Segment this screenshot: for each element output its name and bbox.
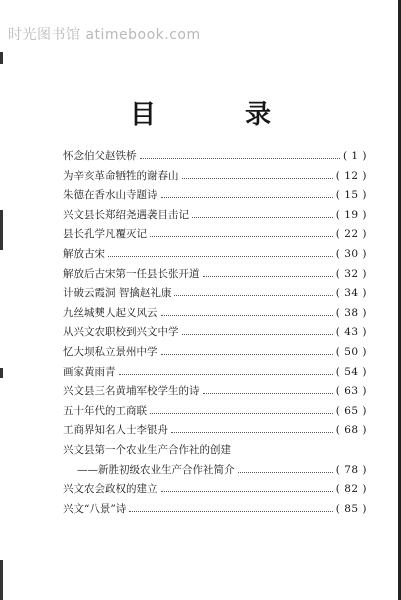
toc-entry[interactable] bbox=[63, 225, 367, 245]
toc-entry-title: 九丝城僰人起义风云 bbox=[63, 306, 158, 319]
toc-entry[interactable] bbox=[63, 343, 367, 363]
dot-leader bbox=[161, 197, 333, 198]
toc-entry-title: 兴文县长郑绍尧遇袭目击记 bbox=[63, 208, 189, 221]
dot-leader bbox=[119, 374, 333, 375]
dot-leader bbox=[140, 158, 340, 159]
toc-entry-page: ( 43 ) bbox=[335, 326, 367, 339]
dot-leader bbox=[174, 295, 332, 296]
toc-entry-title: 县长孔学凡覆灭记 bbox=[63, 228, 147, 241]
toc-entry-page: ( 12 ) bbox=[335, 169, 367, 182]
watermark-text: 时光图书馆 atimebook.com bbox=[8, 27, 201, 43]
toc-entry[interactable] bbox=[63, 480, 367, 500]
scan-edge-mark bbox=[0, 210, 3, 250]
toc-entry[interactable] bbox=[63, 304, 367, 324]
toc-entry-title: 解放后古宋第一任县长张开道 bbox=[63, 267, 200, 280]
dot-leader bbox=[129, 511, 333, 512]
page-title: 目 录 bbox=[129, 100, 312, 130]
toc-entry[interactable] bbox=[63, 421, 367, 441]
dot-leader bbox=[182, 334, 333, 335]
toc-entry[interactable] bbox=[63, 500, 367, 520]
scan-edge-mark bbox=[0, 560, 3, 600]
dot-leader bbox=[150, 236, 333, 237]
toc-entry[interactable] bbox=[63, 206, 367, 226]
toc-entry[interactable] bbox=[63, 284, 367, 304]
toc-entry-subtitle[interactable] bbox=[63, 461, 367, 481]
table-of-contents bbox=[63, 147, 367, 519]
toc-entry[interactable] bbox=[63, 441, 367, 461]
toc-entry-title: 兴文“八景”诗 bbox=[63, 502, 127, 515]
toc-entry[interactable] bbox=[63, 167, 367, 187]
dot-leader bbox=[161, 315, 333, 316]
toc-entry[interactable] bbox=[63, 147, 367, 167]
toc-entry[interactable] bbox=[63, 245, 367, 265]
dot-leader bbox=[161, 491, 333, 492]
toc-entry-page: ( 15 ) bbox=[335, 189, 367, 202]
toc-entry-title: 朱德在香水山寺题诗 bbox=[63, 189, 158, 202]
toc-entry-title: 怀念伯父赵铁桥 bbox=[63, 150, 137, 162]
toc-entry-title: 兴文县第一个农业生产合作社的创建 bbox=[63, 443, 231, 456]
toc-entry-title: 工商界知名人士李银舟 bbox=[63, 424, 168, 437]
toc-entry-page: ( 1 ) bbox=[342, 150, 367, 162]
toc-entry-page: ( 38 ) bbox=[335, 306, 367, 319]
toc-entry-title: 画家黄雨青 bbox=[63, 365, 116, 378]
toc-entry-page: ( 78 ) bbox=[335, 463, 367, 476]
toc-entry[interactable] bbox=[63, 382, 367, 402]
dot-leader bbox=[171, 432, 333, 433]
dot-leader bbox=[203, 276, 333, 277]
toc-entry-title: 为辛亥革命牺牲的谢春山 bbox=[63, 169, 179, 182]
toc-entry[interactable] bbox=[63, 265, 367, 285]
dot-leader bbox=[192, 217, 333, 218]
toc-entry-page: ( 63 ) bbox=[335, 385, 367, 398]
dot-leader bbox=[238, 472, 333, 473]
toc-entry-page: ( 65 ) bbox=[335, 404, 367, 417]
dot-leader bbox=[161, 354, 333, 355]
dot-leader bbox=[203, 393, 333, 394]
toc-entry-title: 兴文县三名黄埔军校学生的诗 bbox=[63, 385, 200, 398]
toc-entry-page: ( 30 ) bbox=[335, 247, 367, 260]
dot-leader bbox=[108, 256, 333, 257]
toc-entry[interactable] bbox=[63, 363, 367, 383]
toc-entry[interactable] bbox=[63, 323, 367, 343]
toc-entry-page: ( 50 ) bbox=[335, 345, 367, 358]
toc-entry-page: ( 19 ) bbox=[335, 208, 367, 221]
toc-entry[interactable] bbox=[63, 186, 367, 206]
toc-entry-title: 五十年代的工商联 bbox=[63, 404, 147, 417]
toc-entry-title: 计破云霞洞 智擒赵礼康 bbox=[63, 287, 172, 300]
dot-leader bbox=[182, 178, 333, 179]
dot-leader bbox=[150, 413, 333, 414]
toc-entry-page: ( 34 ) bbox=[335, 287, 367, 300]
toc-entry[interactable] bbox=[63, 402, 367, 422]
scan-edge-mark bbox=[0, 52, 3, 64]
toc-entry-title: ——新胜初级农业生产合作社简介 bbox=[77, 463, 235, 476]
toc-entry-title: 解放古宋 bbox=[63, 247, 105, 260]
toc-entry-page: ( 54 ) bbox=[335, 365, 367, 378]
toc-entry-page: ( 85 ) bbox=[335, 502, 367, 515]
toc-entry-page: ( 82 ) bbox=[335, 483, 367, 496]
toc-entry-page: ( 22 ) bbox=[335, 228, 367, 241]
toc-entry-title: 从兴文农职校到兴文中学 bbox=[63, 326, 179, 339]
scan-edge-mark bbox=[0, 368, 3, 378]
toc-entry-page: ( 32 ) bbox=[335, 267, 367, 280]
toc-entry-page: ( 68 ) bbox=[335, 424, 367, 437]
toc-entry-title: 忆大坝私立景州中学 bbox=[63, 345, 158, 358]
toc-entry-title: 兴文农会政权的建立 bbox=[63, 483, 158, 496]
